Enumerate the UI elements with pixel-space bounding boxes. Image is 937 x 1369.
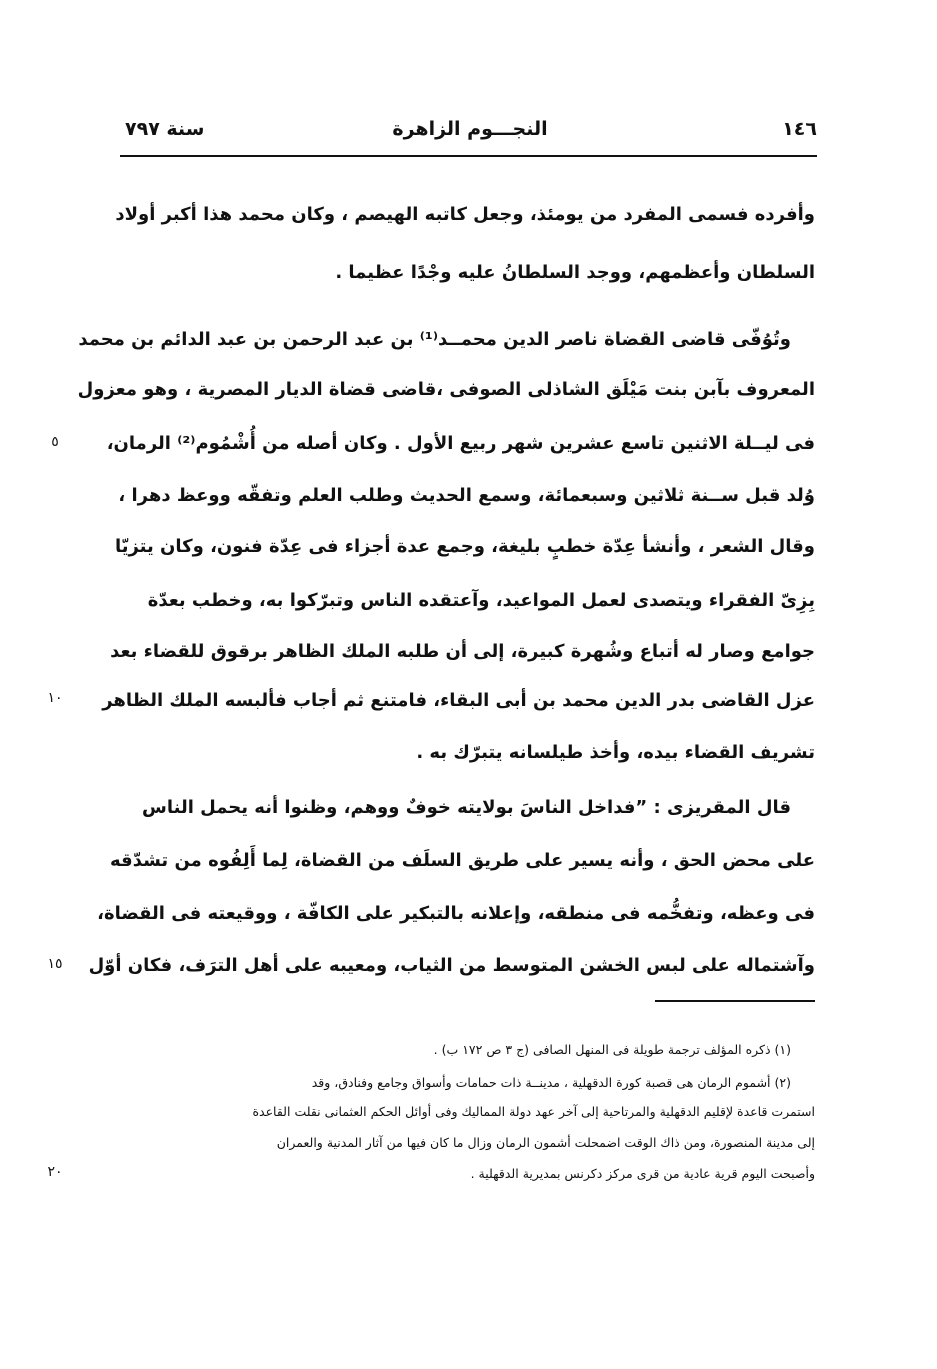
running-title: النجـــوم الزاهرة: [392, 118, 548, 140]
text-line: فى وعظه، وتفخُّمه فى منطقه، وإعلانه بالتبكير على الكافّة ، ووقيعته فى القضاة،: [97, 903, 815, 924]
text-line: تشريف القضاء بيده، وأخذ طيلسانه يتبرّك به .: [416, 742, 815, 763]
text-line: وآشتماله على لبس الخشن المتوسط من الثياب، ومعيبه على أهل الترَف، فكان أوّل: [88, 955, 815, 976]
text-line: وتُوُفّى قاضى القضاة ناصر الدين محمــد⁽¹⁾ بن عبد الرحمن بن عبد الدائم بن محمد: [78, 329, 791, 350]
page-number: ١٤٦: [782, 118, 817, 140]
text-line: وأفرده فسمى المفرد من يومئذ، وجعل كاتبه الهيصم ، وكان محمد هذا أكبر أولاد: [115, 204, 815, 225]
text-line: بِزِىّ الفقراء ويتصدى لعمل المواعيد، وآعتقده الناس وتبرّكوا به، وخطب بعدّة: [147, 590, 815, 611]
line-number: ١٥: [47, 956, 63, 972]
footnote-2-line: (٢) أشموم الرمان هى قصبة كورة الدقهلية ، مدينــة ذات حمامات وأسواق وجامع وفنادق، وقد: [311, 1075, 791, 1090]
footnote-separator: [655, 1000, 815, 1002]
footnote-2-line: إلى مدينة المنصورة، ومن ذاك الوقت اضمحلت أشمون الرمان وزال ما كان فيها من آثار المدنية والعمران: [276, 1135, 815, 1150]
text-line: وقال الشعر ، وأنشأ عِدّة خطبٍ بليغة، وجمع عدة أجزاء فى عِدّة فنون، وكان يتزيّا: [114, 536, 815, 557]
text-line: على محض الحق ، وأنه يسير على طريق السلَف من القضاة، لِما أَلِفُوه من تشدّقه: [110, 850, 815, 871]
text-line: عزل القاضى بدر الدين محمد بن أبى البقاء، فامتنع ثم أجاب فألبسه الملك الظاهر: [102, 690, 815, 711]
text-line: قال المقريزى : ”فداخل الناسَ بولايته خوفٌ ووهم، وظنوا أنه يحمل الناس: [142, 797, 791, 818]
line-number: ٢٠: [47, 1164, 63, 1180]
text-line: المعروف بآبن بنت مَيْلَق الشاذلى الصوفى ،قاضى قضاة الديار المصرية ، وهو معزول: [77, 379, 815, 400]
footnote-2-line: وأصبحت اليوم قرية عادية من قرى مركز دكرنس بمديرية الدقهلية .: [470, 1166, 815, 1181]
line-number: ٥: [51, 434, 59, 450]
text-line: السلطان وأعظمهم، ووجد السلطانُ عليه وجْدًا عظيما .: [335, 262, 815, 283]
footnote-2-line: استمرت قاعدة لإقليم الدقهلية والمرتاحية إلى آخر عهد دولة المماليك وفى أوائل الحكم العثمانى نقلت القاعدة: [252, 1104, 815, 1119]
text-line: فى ليــلة الاثنين تاسع عشرين شهر ربيع الأول . وكان أصله من أُشْمُوم⁽²⁾ الرمان،: [106, 433, 815, 454]
footnote-1: (١) ذكره المؤلف ترجمة طويلة فى المنهل الصافى (ج ٣ ص ١٧٢ ب) .: [433, 1042, 791, 1057]
text-line: وُلد قبل ســنة ثلاثين وسبعمائة، وسمع الحديث وطلب العلم وتفقّه ووعظ دهرا ،: [118, 485, 815, 506]
line-number: ١٠: [47, 690, 63, 706]
running-year: سنة ٧٩٧: [125, 118, 205, 140]
text-line: جوامع وصار له أتباع وشُهرة كبيرة، إلى أن طلبه الملك الظاهر برقوق للقضاء بعد: [110, 641, 815, 662]
header-rule: [120, 155, 817, 157]
